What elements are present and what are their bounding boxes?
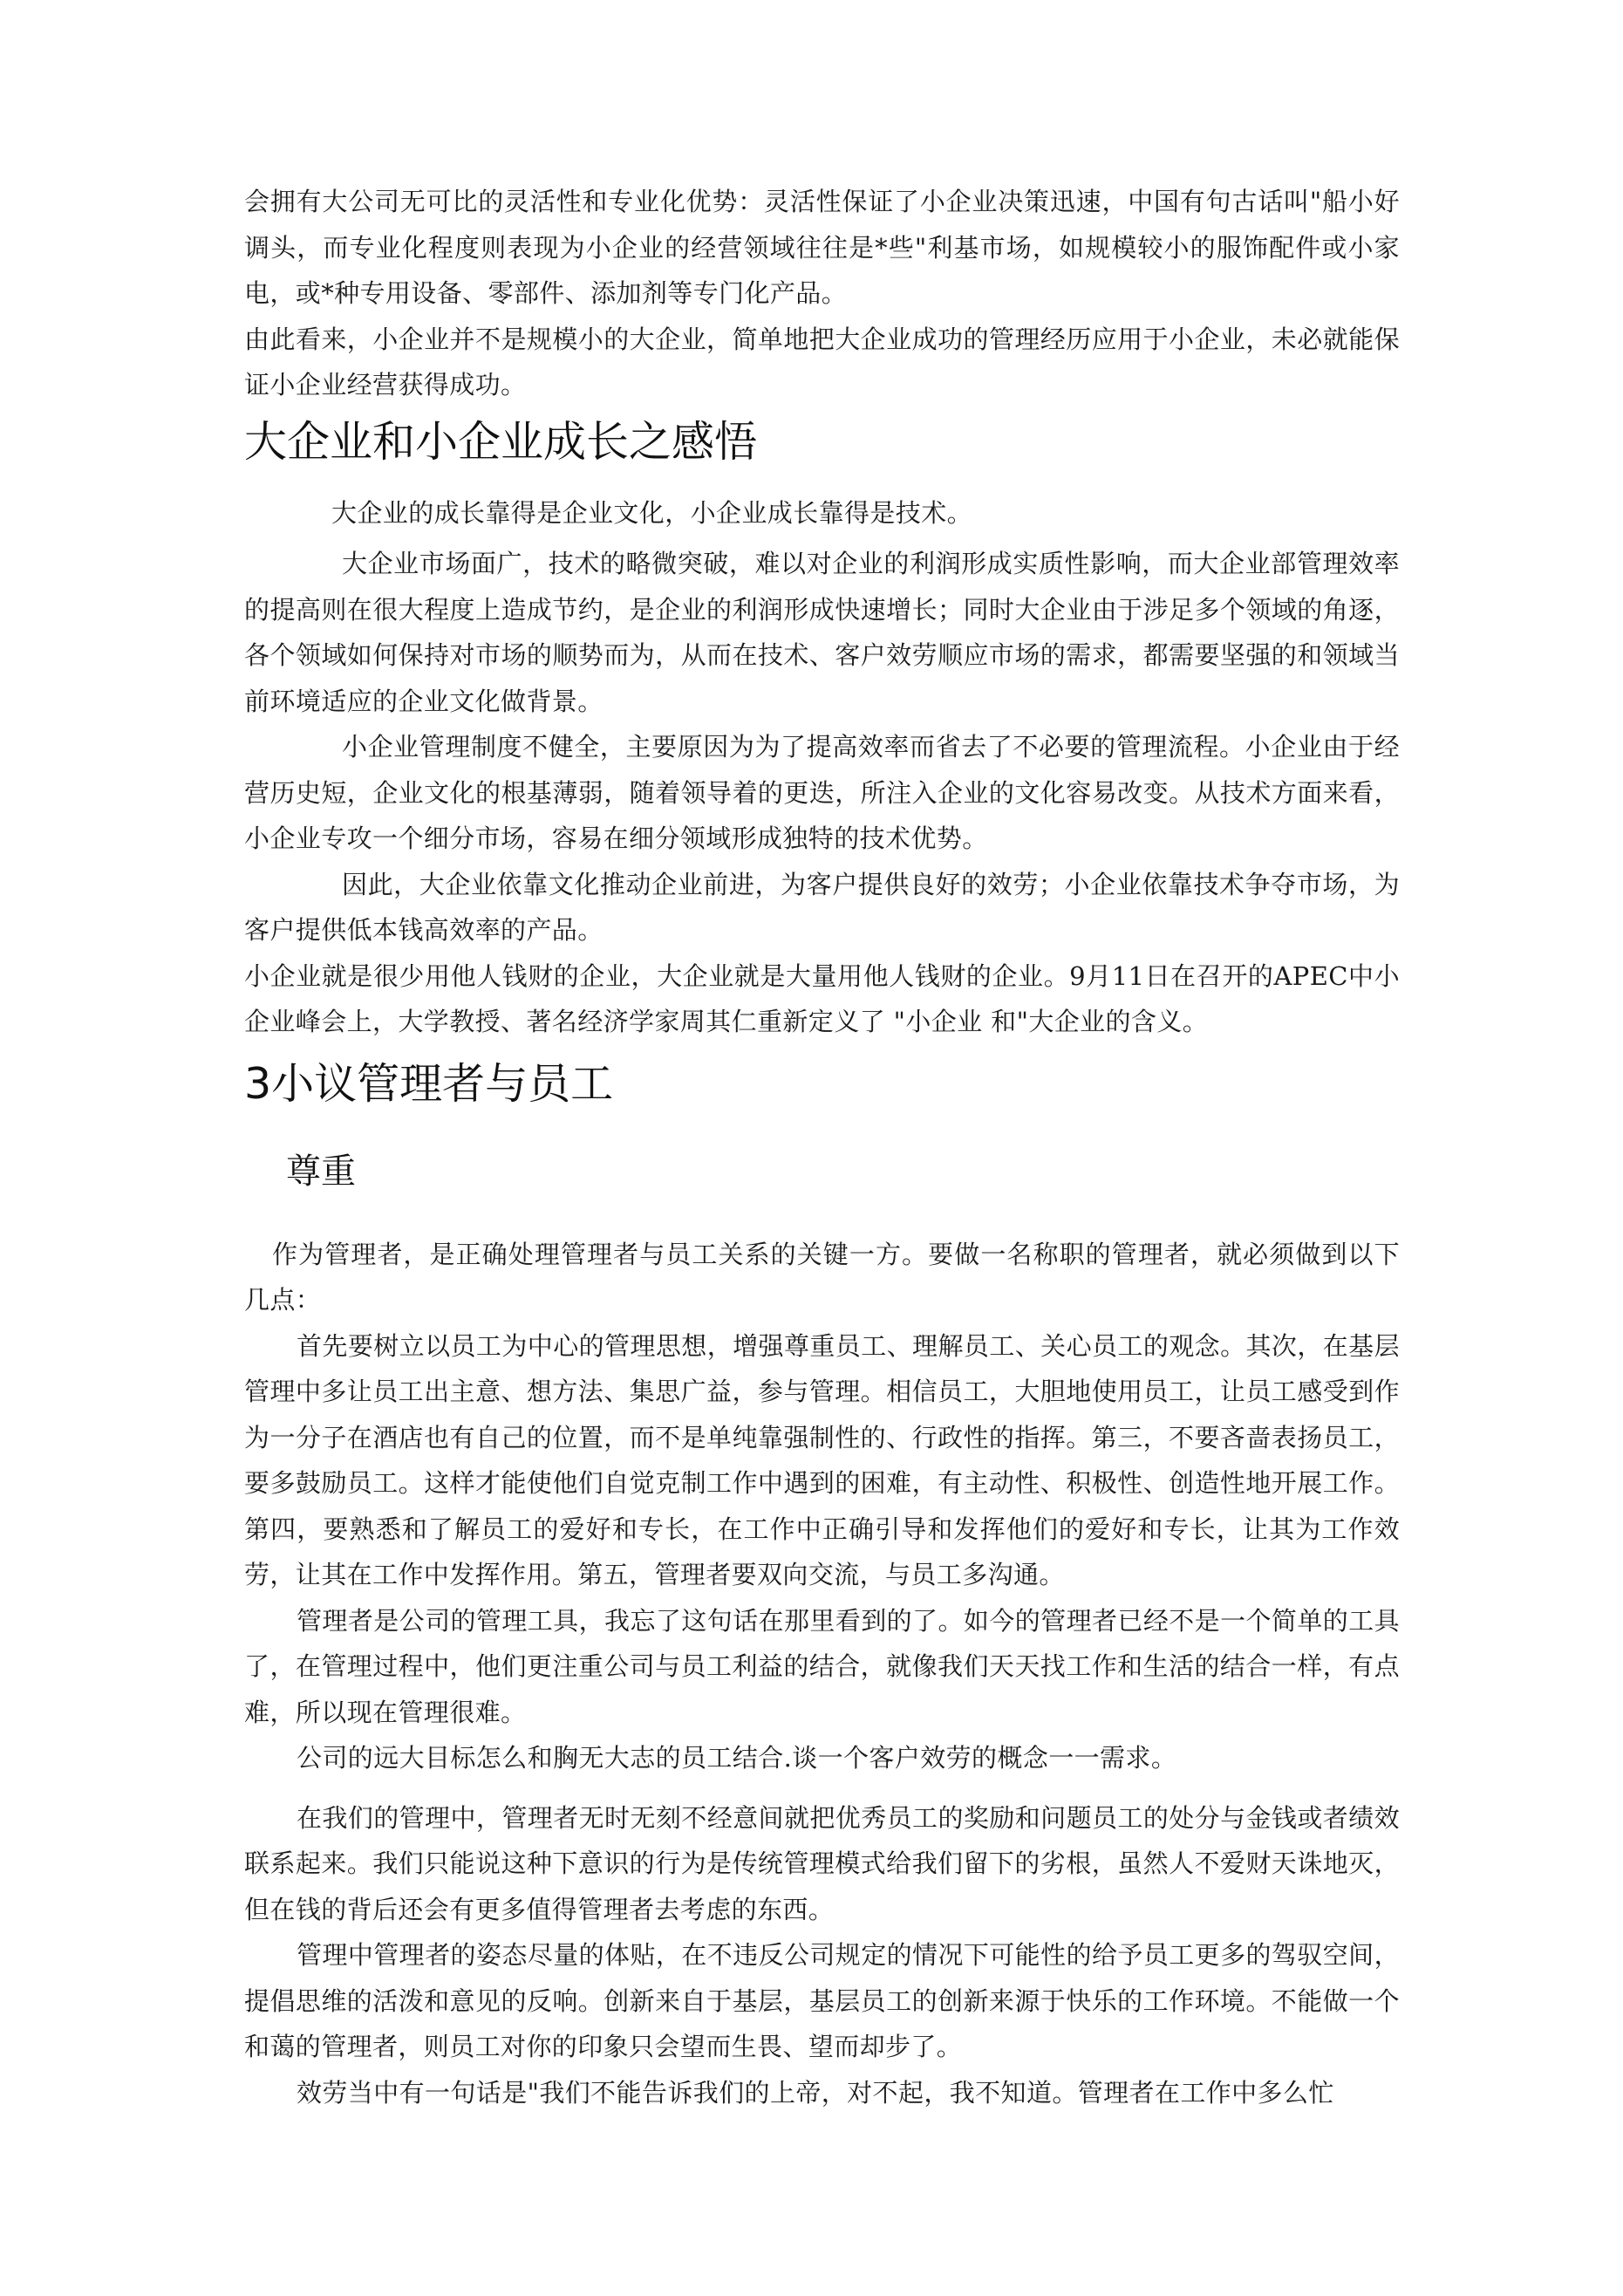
section-heading-managers: 3小议管理者与员工 (244, 1058, 614, 1109)
managers-paragraph-6: 管理中管理者的姿态尽量的体贴，在不违反公司规定的情况下可能性的给予员工更多的驾驭空间，提倡思维的活泼和意见的反响。创新来自于基层，基层员工的创新来源于快乐的工作环境。不能做一个和蔼的管理者，则员工对你的印象只会望而生畏、望而却步了。 (244, 1940, 1400, 2061)
managers-paragraph-1: 作为管理者，是正确处理管理者与员工关系的关键一方。要做一名称职的管理者，就必须做到以下几点： (244, 1239, 1400, 1315)
managers-paragraph-4: 公司的远大目标怎么和胸无大志的员工结合.谈一个客户效劳的概念一一需求。 (297, 1743, 1177, 1773)
managers-paragraph-5: 在我们的管理中，管理者无时无刻不经意间就把优秀员工的奖励和问题员工的处分与金钱或者绩效联系起来。我们只能说这种下意识的行为是传统管理模式给我们留下的劣根，虽然人不爱财天诛地灭，但在钱的背后还会有更多值得管理者去考虑的东西。 (244, 1802, 1400, 1924)
document-page (244, 179, 1400, 2115)
growth-paragraph-4: 因此，大企业依靠文化推动企业前进，为客户提供良好的效劳；小企业依靠技术争夺市场，为客户提供低本钱高效率的产品。 (244, 869, 1400, 945)
section-heading-growth: 大企业和小企业成长之感悟 (244, 416, 758, 467)
managers-paragraph-7: 效劳当中有一句话是"我们不能告诉我们的上帝，对不起，我不知道。管理者在工作中多么忙 (297, 2077, 1334, 2108)
intro-paragraph-1: 会拥有大公司无可比的灵活性和专业化优势：灵活性保证了小企业决策迅速，中国有句古话叫"船小好调头，而专业化程度则表现为小企业的经营领域往往是*些"利基市场，如规模较小的服饰配件或小家电，或*种专用设备、零部件、添加剂等专门化产品。 (244, 187, 1400, 308)
intro-paragraph-2: 由此看来，小企业并不是规模小的大企业，简单地把大企业成功的管理经历应用于小企业，未必就能保证小企业经营获得成功。 (244, 324, 1400, 400)
subheading-respect: 尊重 (286, 1151, 356, 1192)
managers-paragraph-2: 首先要树立以员工为中心的管理思想，增强尊重员工、理解员工、关心员工的观念。其次，在基层管理中多让员工出主意、想方法、集思广益，参与管理。相信员工，大胆地使用员工，让员工感受到作为一分子在酒店也有自己的位置，而不是单纯靠强制性的、行政性的指挥。第三，不要吝啬表扬员工，要多鼓励员工。这样才能使他们自觉克制工作中遇到的困难，有主动性、积极性、创造性地开展工作。第四，要熟悉和了解员工的爱好和专长，在工作中正确引导和发挥他们的爱好和专长，让其为工作效劳，让其在工作中发挥作用。第五，管理者要双向交流，与员工多沟通。 (244, 1330, 1400, 1589)
spacer (244, 1781, 1400, 1795)
growth-paragraph-1: 大企业的成长靠得是企业文化，小企业成长靠得是技术。 (331, 497, 973, 528)
managers-paragraph-3: 管理者是公司的管理工具，我忘了这句话在那里看到的了。如今的管理者已经不是一个简单的工具了，在管理过程中，他们更注重公司与员工利益的结合，就像我们天天找工作和生活的结合一样，有点难，所以现在管理很难。 (244, 1605, 1400, 1727)
growth-paragraph-2: 大企业市场面广，技术的略微突破，难以对企业的利润形成实质性影响，而大企业部管理效率的提高则在很大程度上造成节约，是企业的利润形成快速增长；同时大企业由于涉足多个领域的角逐，各个领域如何保持对市场的顺势而为，从而在技术、客户效劳顺应市场的需求，都需要坚强的和领域当前环境适应的企业文化做背景。 (244, 549, 1400, 716)
growth-paragraph-3: 小企业管理制度不健全，主要原因为为了提高效率而省去了不必要的管理流程。小企业由于经营历史短，企业文化的根基薄弱，随着领导着的更迭，所注入企业的文化容易改变。从技术方面来看，小企业专攻一个细分市场，容易在细分领域形成独特的技术优势。 (244, 732, 1400, 853)
growth-paragraph-5: 小企业就是很少用他人钱财的企业，大企业就是大量用他人钱财的企业。9月11日在召开的APEC中小企业峰会上，大学教授、著名经济学家周其仁重新定义了 "小企业 和"大企业的含义。 (244, 960, 1400, 1036)
